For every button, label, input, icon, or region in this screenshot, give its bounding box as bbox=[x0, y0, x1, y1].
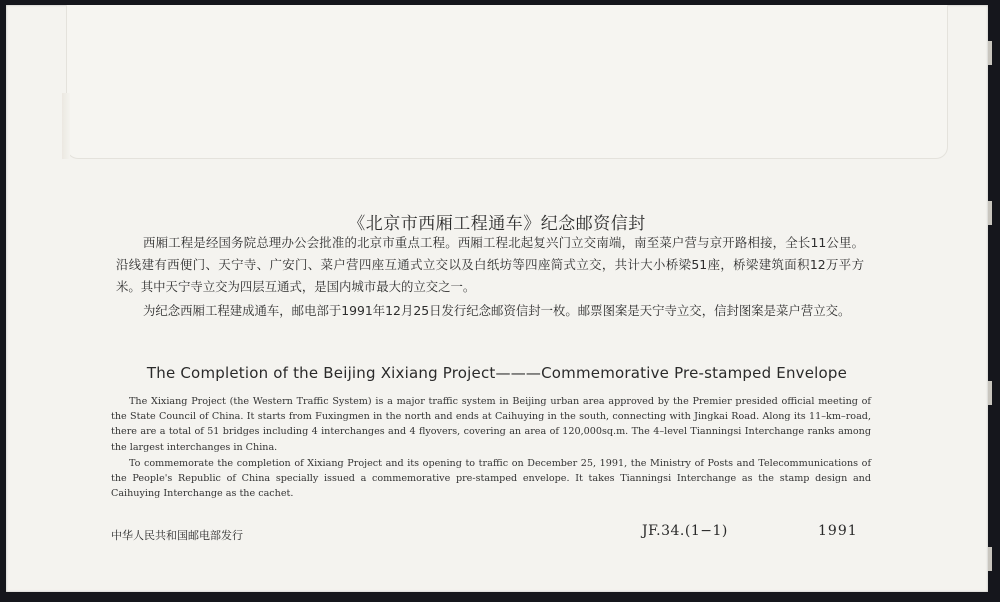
edge-mark bbox=[988, 201, 992, 225]
edge-mark bbox=[988, 547, 992, 571]
chinese-paragraph-1: 西厢工程是经国务院总理办公会批准的北京市重点工程。西厢工程北起复兴门立交南端，南至菜户营与京开路相接，全长11公里。沿线建有西便门、天宁寺、广安门、菜户营四座互通式立交以及白纸坊等四座简式立交，共计大小桥梁51座，桥梁建筑面积12万平方米。其中天宁寺立交为四层互通式，是国内城市最大的立交之一。 bbox=[116, 235, 864, 294]
chinese-title: 《北京市西厢工程通车》纪念邮资信封 bbox=[348, 214, 646, 234]
issue-year: 1991 bbox=[818, 523, 858, 539]
chinese-paragraph-2: 为纪念西厢工程建成通车，邮电部于1991年12月25日发行纪念邮资信封一枚。邮票图案是天宁寺立交，信封图案是菜户营立交。 bbox=[143, 303, 851, 318]
english-paragraph-2: To commemorate the completion of Xixiang Project and its opening to traffic on December 25, 1991, the Ministry of Posts and Telecommunications of the People's Republic of China specially issued a commemorative pre-stamped envelope. It takes Tianningsi Interchange as the stamp design and Caihuying Interchange as the cachet. bbox=[111, 458, 871, 500]
english-paragraph-1: The Xixiang Project (the Western Traffic System) is a major traffic system in Beijing urban area approved by the Premier presided official meeting of the State Council of China. It starts from Fuxingmen in the north and ends at Caihuying in the south, connecting with Jingkai Road. Along its 11–km–road, there are a total of 51 bridges including 4 interchanges and 4 flyovers, covering an area of 120,000sq.m. The 4–level Tianningsi Interchange ranks among the largest interchanges in China. bbox=[111, 396, 871, 453]
edge-mark bbox=[988, 41, 992, 65]
edge-mark bbox=[988, 381, 992, 405]
envelope-flap bbox=[66, 5, 948, 159]
publisher-line: 中华人民共和国邮电部发行 bbox=[111, 529, 243, 542]
issue-code: JF.34.(1−1) bbox=[642, 523, 728, 539]
english-title: The Completion of the Beijing Xixiang Project———Commemorative Pre-stamped Envelope bbox=[146, 364, 848, 382]
flap-edge-shadow bbox=[62, 93, 70, 159]
envelope-back bbox=[6, 5, 988, 592]
